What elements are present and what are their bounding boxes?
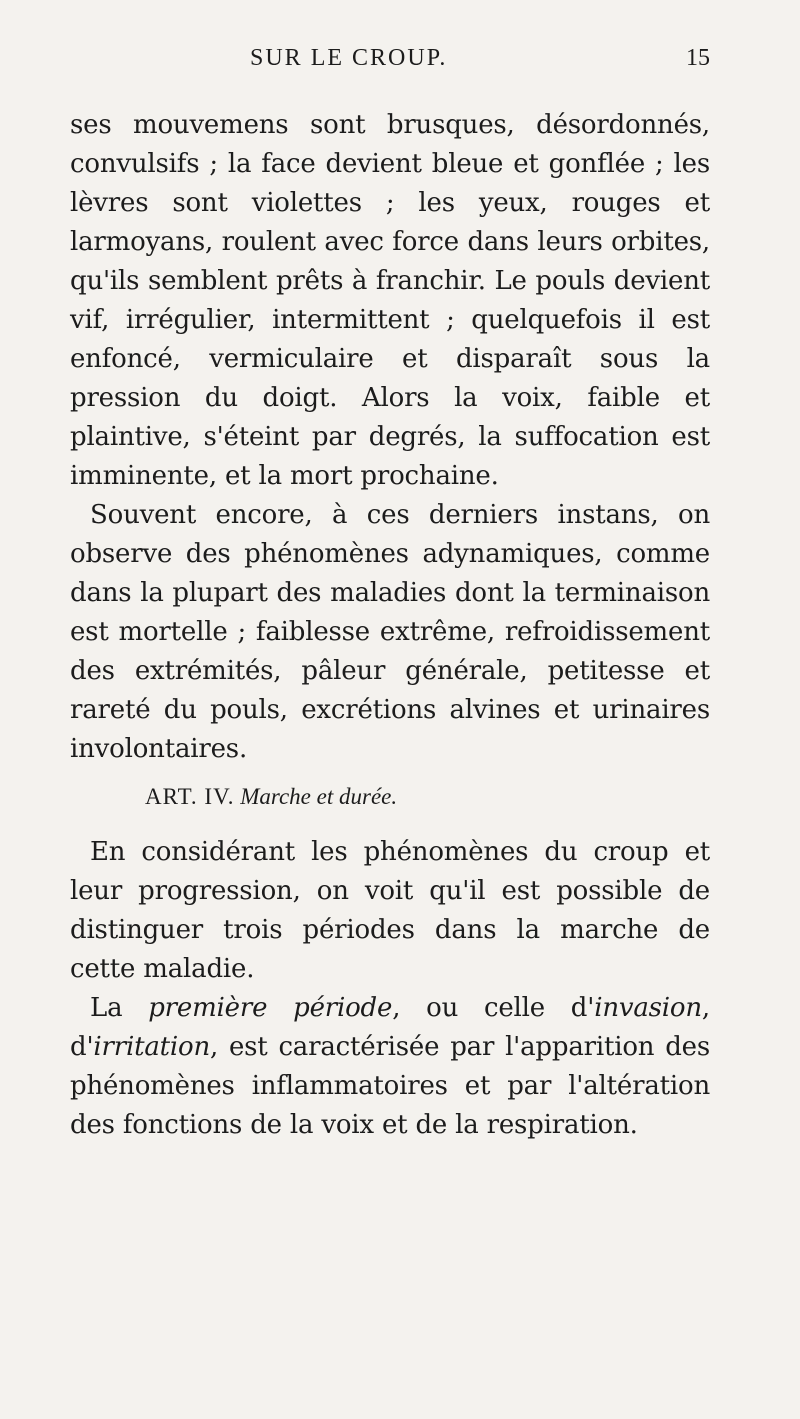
paragraph-continuation: ses mouvemens sont brusques, désordonnés, convulsifs ; la face devient bleue et gonflée ; les lèvres sont violettes ; les yeux, rouges et larmoyans, roulent avec force dans leurs orbites, qu'ils semblent prêts à franchir. Le pouls devient vif, irrégulier, intermittent ; quelquefois il est enfoncé, vermiculaire et disparaît sous la pression du doigt. Alors la voix, faible et plaintive, s'éteint par degrés, la suffocation est imminente, et la mort prochaine. bbox=[70, 110, 710, 491]
text-fragment: , d' bbox=[70, 993, 710, 1062]
paragraph-first-period bbox=[70, 989, 710, 1145]
body-text bbox=[70, 106, 710, 1145]
paragraph-periods: En considérant les phénomènes du croup et leur progression, on voit qu'il est possible de distinguer trois périodes dans la marche de cette maladie. bbox=[70, 837, 710, 984]
text-fragment: , est caractérisée par l'apparition des phénomènes inflammatoires et par l'altération des fonctions de la voix et de la respiration. bbox=[70, 1032, 710, 1140]
section-label: ART. IV. bbox=[145, 784, 235, 809]
paragraph-adynamic: Souvent encore, à ces derniers instans, on observe des phénomènes adynamiques, comme dans la plupart des maladies dont la terminaison est mortelle ; faiblesse extrême, refroidissement des extrémités, pâleur générale, petitesse et rareté du pouls, excrétions alvines et urinaires involontaires. bbox=[70, 500, 710, 764]
running-title: SUR LE CROUP. bbox=[250, 45, 448, 71]
section-title: Marche et durée. bbox=[240, 784, 398, 809]
section-heading bbox=[70, 779, 710, 815]
term-invasion: invasion bbox=[594, 993, 702, 1023]
text-fragment: , ou celle d' bbox=[392, 993, 595, 1023]
text-fragment: La bbox=[90, 993, 149, 1023]
page-number: 15 bbox=[686, 45, 710, 71]
term-irritation: irritation bbox=[93, 1032, 211, 1062]
running-head bbox=[70, 40, 710, 80]
term-first-period: première période bbox=[148, 993, 393, 1023]
